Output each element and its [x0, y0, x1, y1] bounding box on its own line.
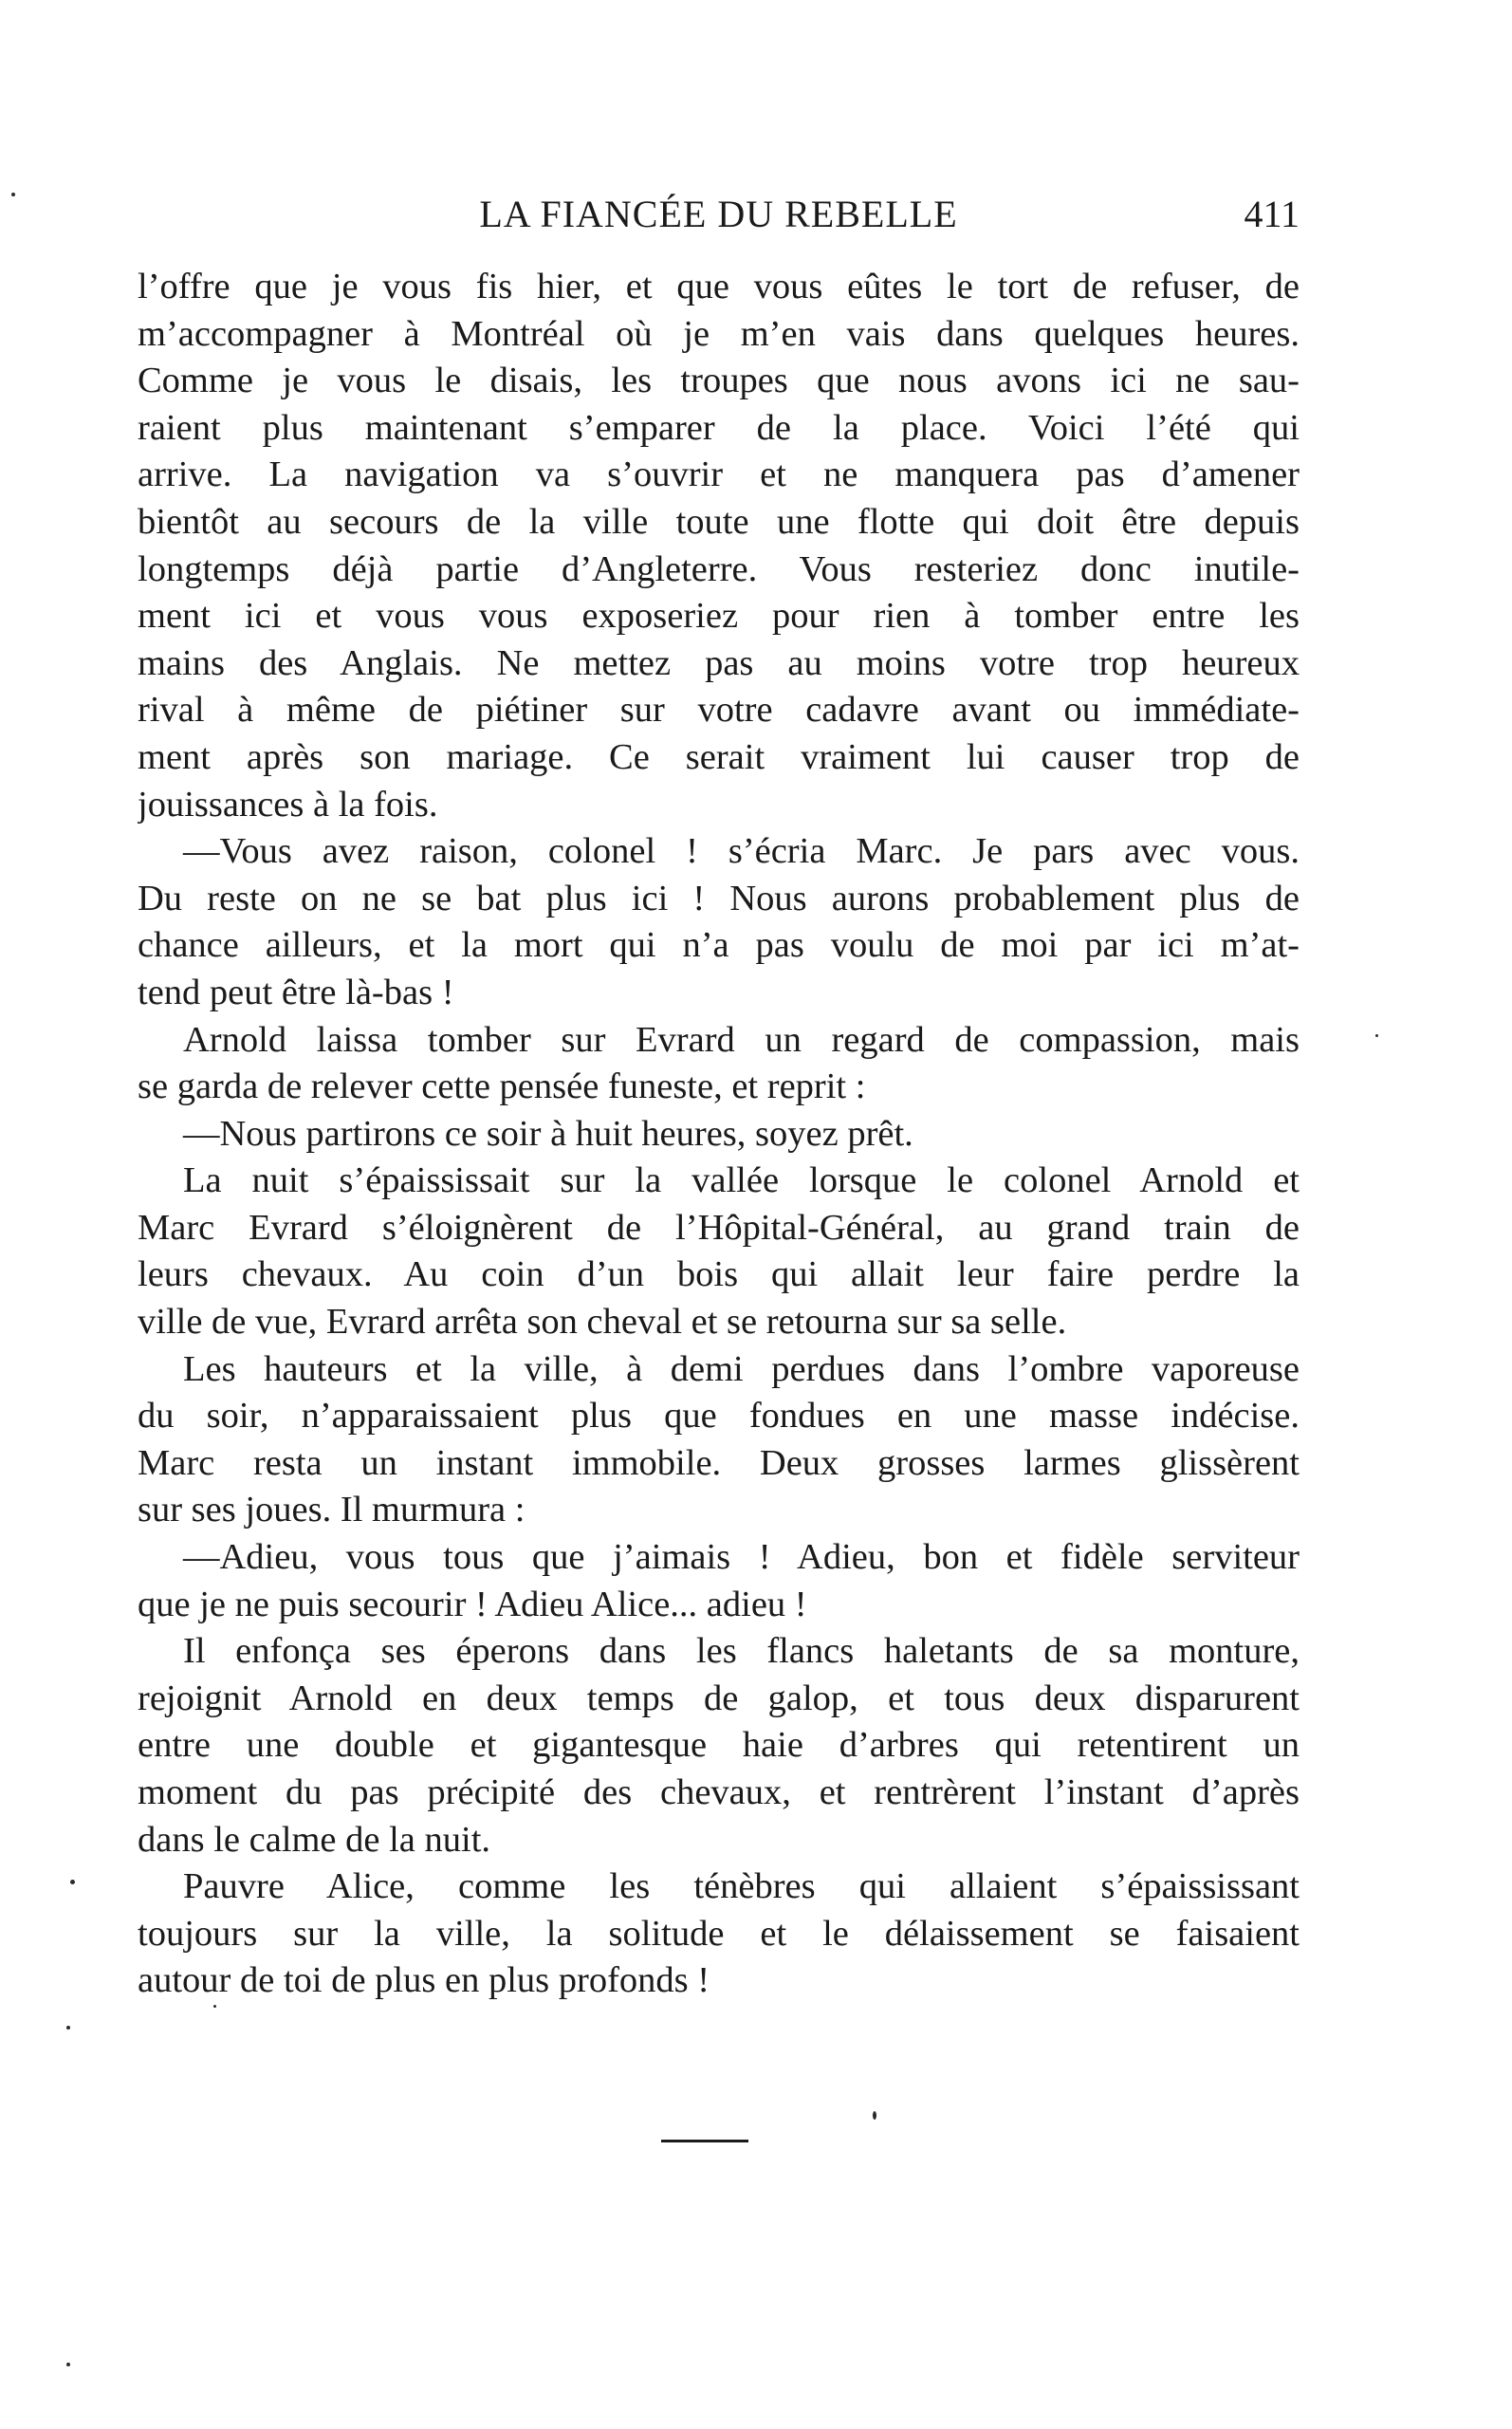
- text-line: jouissances à la fois.: [138, 784, 438, 825]
- scan-speck: [213, 2005, 216, 2008]
- text-line: Comme je vous le disais, les troupes que nous avons ici ne sau-: [138, 361, 1300, 401]
- text-line: La nuit s’épaississait sur la vallée lorsque le colonel Arnold et: [183, 1160, 1300, 1201]
- text-line: sur ses joues. Il murmura :: [138, 1490, 526, 1530]
- text-line: ment ici et vous vous exposeriez pour rien à tomber entre les: [138, 596, 1300, 637]
- text-line: que je ne puis secourir ! Adieu Alice... adieu !: [138, 1584, 807, 1624]
- scan-speck: [70, 1880, 75, 1884]
- text-line: entre une double et gigantesque haie d’arbres qui retentirent un: [138, 1725, 1300, 1766]
- text-line: bientôt au secours de la ville toute une flotte qui doit être depuis: [138, 501, 1300, 542]
- text-line: —Adieu, vous tous que j’aimais ! Adieu, bon et fidèle serviteur: [183, 1537, 1300, 1578]
- text-line: Arnold laissa tomber sur Evrard un regard de compassion, mais: [183, 1019, 1300, 1060]
- text-line: Marc Evrard s’éloignèrent de l’Hôpital-Général, au grand train de: [138, 1207, 1300, 1248]
- text-line: longtemps déjà partie d’Angleterre. Vous resteriez donc inutile-: [138, 548, 1300, 589]
- text-line: ville de vue, Evrard arrêta son cheval et se retourna sur sa selle.: [138, 1302, 1067, 1343]
- text-line: Du reste on ne se bat plus ici ! Nous aurons probablement plus de: [138, 878, 1300, 918]
- text-line: chance ailleurs, et la mort qui n’a pas voulu de moi par ici m’at-: [138, 925, 1300, 966]
- text-line: tend peut être là-bas !: [138, 972, 454, 1012]
- text-line: se garda de relever cette pensée funeste, et reprit :: [138, 1066, 866, 1107]
- text-line: —Vous avez raison, colonel ! s’écria Marc. Je pars avec vous.: [183, 831, 1300, 872]
- scan-speck: [66, 2026, 70, 2030]
- text-line: m’accompagner à Montréal où je m’en vais dans quelques heures.: [138, 313, 1300, 354]
- text-line: Pauvre Alice, comme les ténèbres qui allaient s’épaississant: [183, 1866, 1300, 1907]
- page-header: [138, 186, 1300, 243]
- text-line: dans le calme de la nuit.: [138, 1819, 491, 1860]
- text-line: autour de toi de plus en plus profonds !: [138, 1960, 710, 2001]
- page-number: 411: [1244, 193, 1300, 235]
- text-line: du soir, n’apparaissaient plus que fondues en une masse indécise.: [138, 1396, 1300, 1437]
- text-line: Il enfonça ses éperons dans les flancs haletants de sa monture,: [183, 1631, 1300, 1672]
- end-of-chapter-rule: [661, 2140, 748, 2142]
- running-title: LA FIANCÉE DU REBELLE: [479, 193, 958, 235]
- text-line: rival à même de piétiner sur votre cadavre avant ou immédiate-: [138, 690, 1300, 731]
- text-line: leurs chevaux. Au coin d’un bois qui allait leur faire perdre la: [138, 1254, 1300, 1295]
- text-line: moment du pas précipité des chevaux, et rentrèrent l’instant d’après: [138, 1772, 1300, 1812]
- text-line: arrive. La navigation va s’ouvrir et ne manquera pas d’amener: [138, 454, 1300, 495]
- text-line: rejoignit Arnold en deux temps de galop, et tous deux disparurent: [138, 1678, 1300, 1718]
- text-line: ment après son mariage. Ce serait vraiment lui causer trop de: [138, 736, 1300, 777]
- text-line: —Nous partirons ce soir à huit heures, soyez prêt.: [183, 1113, 913, 1154]
- scan-speck: [66, 2363, 70, 2366]
- scan-speck: [11, 193, 15, 196]
- body-text: [138, 264, 1300, 2005]
- text-line: Marc resta un instant immobile. Deux grosses larmes glissèrent: [138, 1442, 1300, 1483]
- text-line: raient plus maintenant s’emparer de la place. Voici l’été qui: [138, 407, 1300, 448]
- scan-speck: [1375, 1034, 1378, 1037]
- text-line: Les hauteurs et la ville, à demi perdues dans l’ombre vaporeuse: [183, 1348, 1300, 1389]
- text-line: l’offre que je vous fis hier, et que vous eûtes le tort de refuser, de: [138, 267, 1300, 306]
- text-line: toujours sur la ville, la solitude et le délaissement se faisaient: [138, 1913, 1300, 1954]
- text-line: mains des Anglais. Ne mettez pas au moins votre trop heureux: [138, 642, 1300, 683]
- scan-speck: [873, 2111, 876, 2120]
